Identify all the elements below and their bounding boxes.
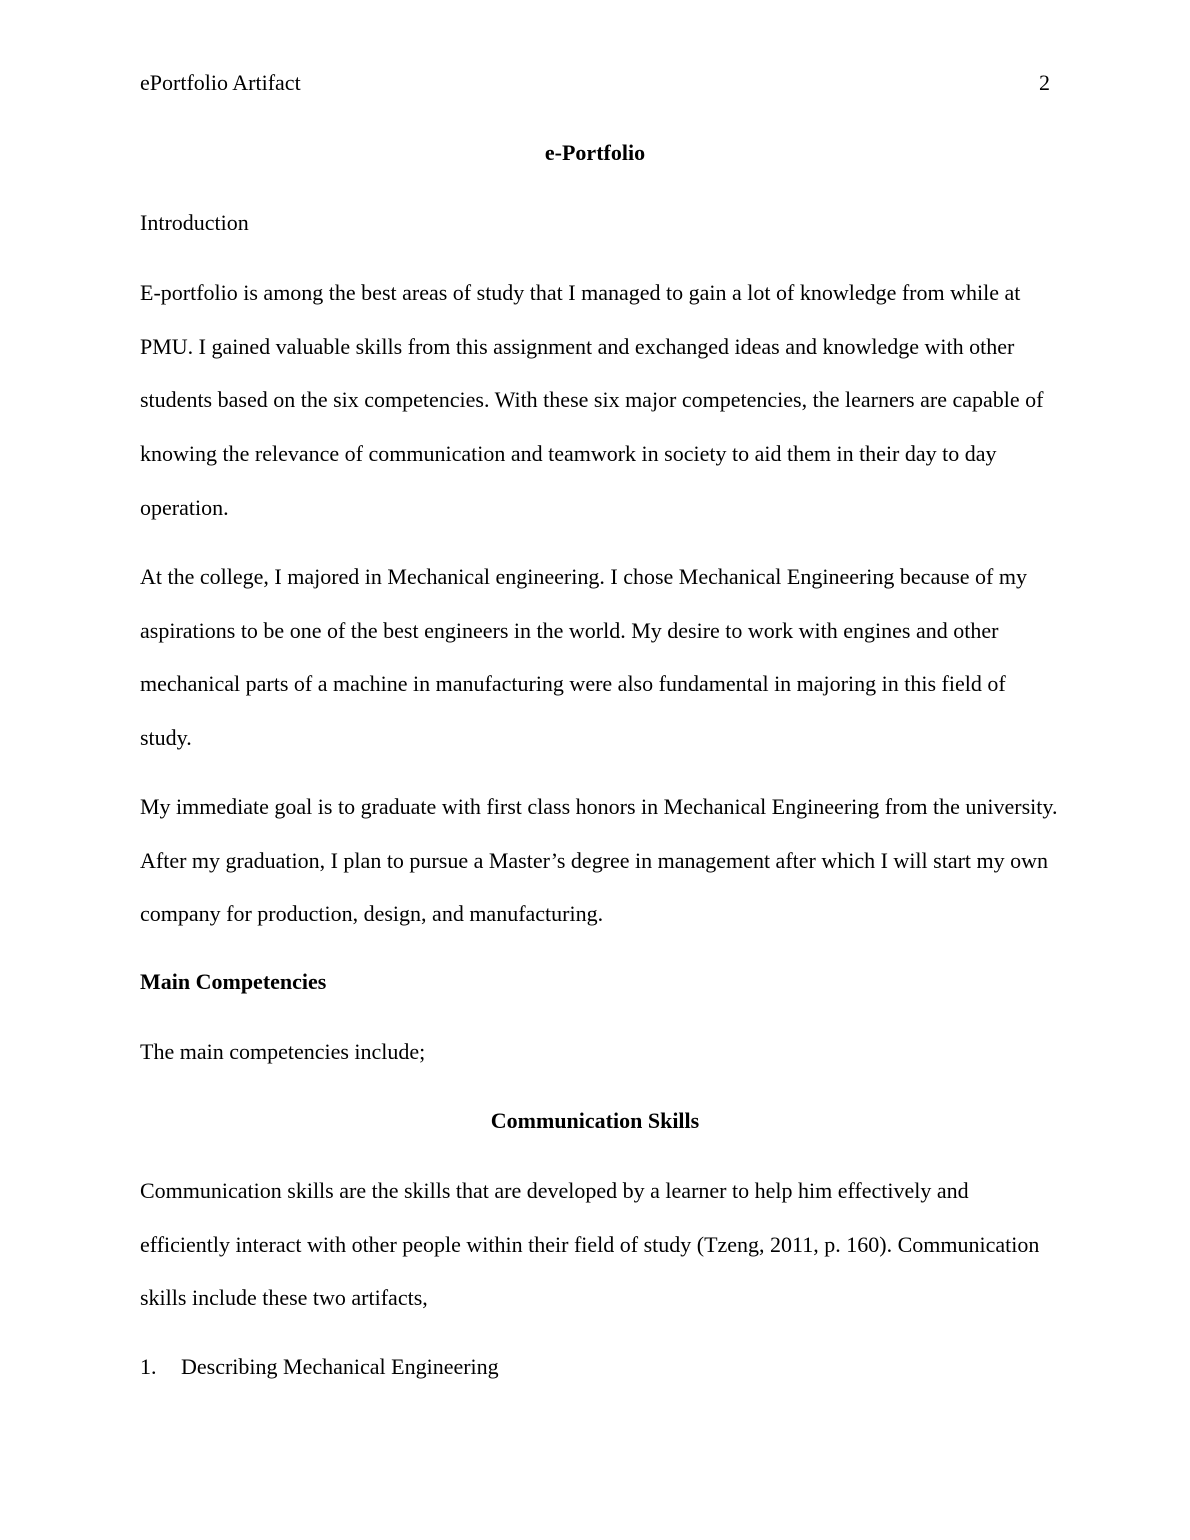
list-item-number: 1. [140, 1354, 157, 1379]
intro-paragraph-3: My immediate goal is to graduate with first class honors in Mechanical Engineering from the university. After my graduation, I plan to pursue a Master’s degree in management after which I will start my own company for production, design, and manufacturing. [140, 794, 1058, 927]
document-title: e-Portfolio [544, 140, 646, 165]
communication-skills-paragraph: Communication skills are the skills that are developed by a learner to help him effectively and efficiently interact with other people within their field of study (Tzeng, 2011, p. 160). Communication skills include these two artifacts, [140, 1178, 1040, 1311]
page-number: 2 [1039, 70, 1050, 95]
main-competencies-heading: Main Competencies [140, 969, 327, 994]
running-head: ePortfolio Artifact [140, 70, 301, 95]
intro-paragraph-2: At the college, I majored in Mechanical engineering. I chose Mechanical Engineering because of my aspirations to be one of the best engineers in the world. My desire to work with engines and other mechanical parts of a machine in manufacturing were also fundamental in majoring in this field of study. [140, 564, 1027, 751]
list-item [140, 1354, 499, 1380]
list-item-text: Describing Mechanical Engineering [181, 1354, 499, 1379]
communication-skills-heading: Communication Skills [490, 1108, 700, 1133]
intro-paragraph-1: E-portfolio is among the best areas of study that I managed to gain a lot of knowledge from while at PMU. I gained valuable skills from this assignment and exchanged ideas and knowledge with other students based on the six competencies. With these six major competencies, the learners are capable of knowing the relevance of communication and teamwork in society to aid them in their day to day operation. [140, 280, 1044, 520]
introduction-heading: Introduction [140, 210, 249, 235]
page-header [140, 70, 1050, 98]
main-competencies-intro: The main competencies include; [140, 1039, 426, 1064]
